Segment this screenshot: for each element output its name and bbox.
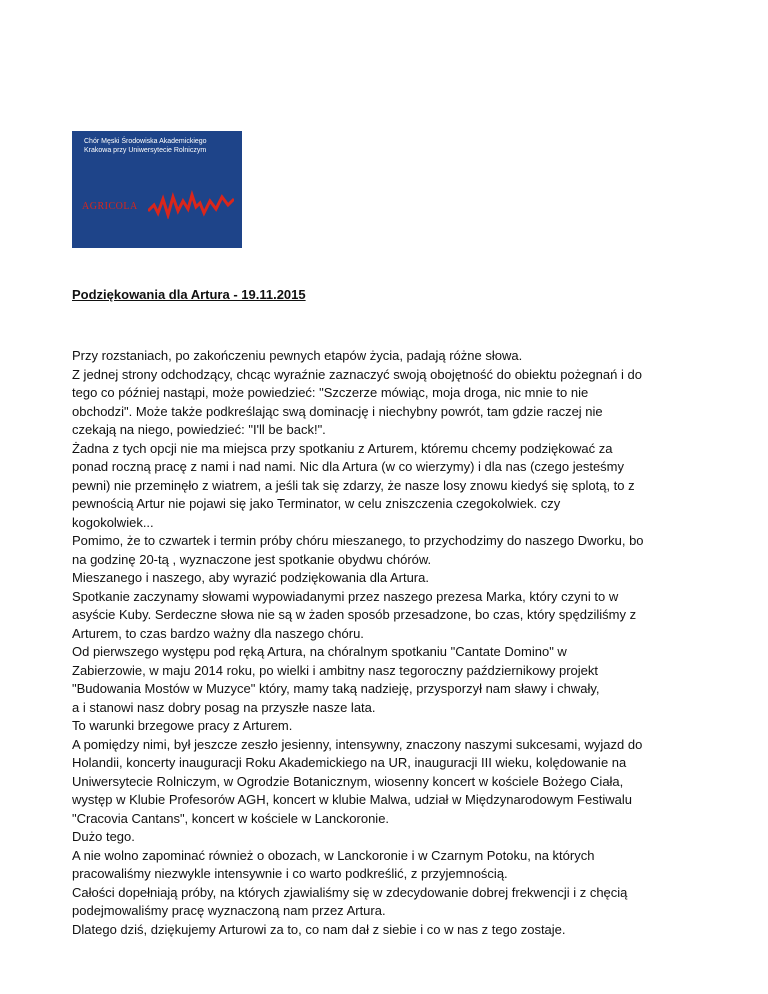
text-line: tego co później nastąpi, może powiedzieć: "Szczerze mówiąc, moja droga, nic mnie to nie: [72, 385, 589, 400]
text-line: Dlatego dziś, dziękujemy Arturowi za to, co nam dał z siebie i co w nas z tego zostaje.: [72, 921, 566, 937]
text-line: a i stanowi nasz dobry posag na przyszłe nasze lata.: [72, 699, 376, 715]
text-line: A nie wolno zapominać również o obozach, w Lanckoronie i w Czarnym Potoku, na których: [72, 847, 595, 863]
logo-line-2: Krakowa przy Uniwersytecie Rolniczym: [84, 147, 207, 154]
text-line: Arturem, to czas bardzo ważny dla naszego chóru.: [72, 625, 364, 641]
text-line: pewni) nie przeminęło z wiatrem, a jeśli tak się zdarzy, że nasze losy znowu kiedyś się splotą, to z: [72, 477, 635, 493]
text-line: "Cracovia Cantans", koncert w kościele w Lanckoronie.: [72, 810, 390, 826]
text-line: pracowaliśmy niezwykle intensywnie i co warto podkreślić, z przyjemnością.: [72, 866, 508, 881]
text-line: Z jednej strony odchodzący, chcąc wyraźnie zaznaczyć swoją obojętność do obiektu pożegnań i do: [72, 366, 642, 382]
text-line: "Budowania Mostów w Muzyce" który, mamy taką nadzieję, przysporzył nam sławy i chwały,: [72, 681, 600, 696]
text-line: występ w Klubie Profesorów AGH, koncert w klubie Malwa, udział w Międzynarodowym Festiwalu: [72, 792, 632, 807]
choir-logo: [72, 131, 242, 248]
text-line: Spotkanie zaczynamy słowami wypowiadanymi przez naszego prezesa Marka, który czyni to w: [72, 588, 619, 604]
logo-wave-icon: [148, 189, 234, 219]
text-line: Pomimo, że to czwartek i termin próby chóru mieszanego, to przychodzimy do naszego Dworku, bo: [72, 533, 644, 548]
text-line: kogokolwiek...: [72, 514, 154, 530]
text-line: Uniwersytecie Rolniczym, w Ogrodzie Botanicznym, wiosenny koncert w kościele Bożego Ciała,: [72, 773, 624, 789]
text-line: Od pierwszego występu pod ręką Artura, na chóralnym spotkaniu "Cantate Domino" w: [72, 644, 567, 659]
text-line: Holandii, koncerty inauguracji Roku Akademickiego na UR, inauguracji III wieku, kolędowanie na: [72, 755, 627, 770]
text-line: podejmowaliśmy pracę wyznaczoną nam przez Artura.: [72, 903, 386, 918]
text-line: pewnością Artur nie pojawi się jako Terminator, w celu zniszczenia czegokolwiek. czy: [72, 496, 561, 511]
page-title: Podziękowania dla Artura - 19.11.2015: [72, 287, 306, 302]
text-line: Całości dopełniają próby, na których zjawialiśmy się w zdecydowanie dobrej frekwencji i z chęcią: [72, 884, 628, 900]
text-line: Żadna z tych opcji nie ma miejsca przy spotkaniu z Arturem, któremu chcemy podziękować za: [72, 440, 613, 456]
text-line: czekają na niego, powiedzieć: "I'll be back!".: [72, 422, 326, 437]
article-body: [72, 347, 712, 939]
text-line: ponad roczną pracę z nami i nad nami. Nic dla Artura (w co wierzymy) i dla nas (czego jesteśmy: [72, 459, 624, 474]
text-line: Zabierzowie, w maju 2014 roku, po wielki i ambitny nasz tegoroczny październikowy projekt: [72, 662, 599, 678]
logo-line-1: Chór Męski Środowiska Akademickiego: [84, 138, 207, 145]
logo-wordmark: AGRICOLA: [82, 201, 138, 212]
text-line: To warunki brzegowe pracy z Arturem.: [72, 718, 293, 733]
text-line: Mieszanego i naszego, aby wyrazić podziękowania dla Artura.: [72, 570, 429, 585]
text-line: obchodzi". Może także podkreślając swą dominację i niechybny powrót, tam gdzie raczej nie: [72, 403, 603, 419]
text-line: Dużo tego.: [72, 829, 135, 844]
text-line: A pomiędzy nimi, był jeszcze zeszło jesienny, intensywny, znaczony naszymi sukcesami, wyjazd do: [72, 736, 643, 752]
text-line: asyście Kuby. Serdeczne słowa nie są w żaden sposób przesadzone, bo czas, który spędziliśmy z: [72, 607, 637, 622]
text-line: Przy rozstaniach, po zakończeniu pewnych etapów życia, padają różne słowa.: [72, 348, 523, 363]
text-line: na godzinę 20-tą , wyznaczone jest spotkanie obydwu chórów.: [72, 551, 432, 567]
